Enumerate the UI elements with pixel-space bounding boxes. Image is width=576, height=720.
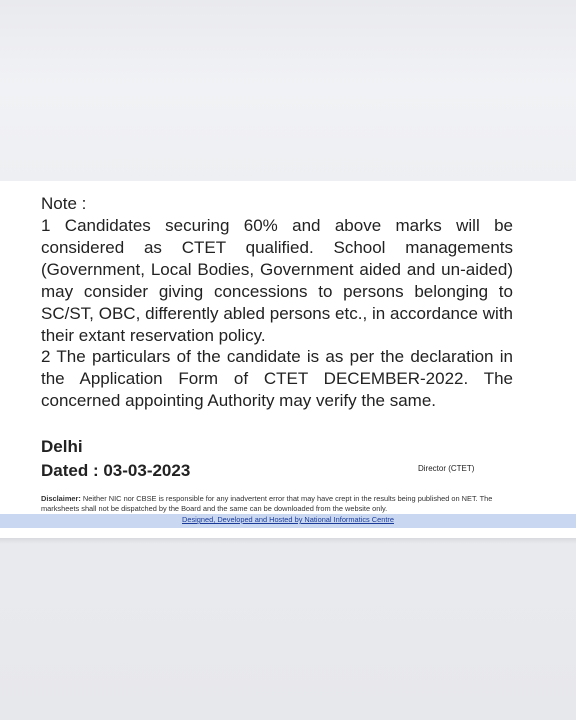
date-label: Dated : 03-03-2023 bbox=[41, 461, 191, 480]
note-paragraph-2: 2 The particulars of the candidate is as per the declaration in the Application Form of CTET DECEMBER-2022. The concerned appointing Authority may verify the same. bbox=[41, 347, 513, 410]
note-paragraph-1: 1 Candidates securing 60% and above marks will be considered as CTET qualified. School managements (Government, Local Bodies, Government aided and un-aided) may consider giving concessions to persons belonging to SC/ST, OBC, differently abled persons etc., in accordance with their extant reservation policy. bbox=[41, 216, 513, 345]
disclaimer-text: Neither NIC nor CBSE is responsible for any inadvertent error that may have crept in the results being published on NET. The marksheets shall not be dispatched by the Board and the same can be downloaded from the website only. bbox=[41, 494, 493, 513]
place-label: Delhi bbox=[41, 437, 83, 456]
disclaimer-label: Disclaimer: bbox=[41, 494, 81, 503]
note-heading: Note : bbox=[41, 194, 87, 213]
signatory-label: Director (CTET) bbox=[418, 464, 475, 473]
sheet-shadow bbox=[0, 538, 576, 544]
nic-credit-link[interactable]: Designed, Developed and Hosted by National Informatics Centre bbox=[182, 515, 394, 524]
disclaimer bbox=[41, 494, 517, 513]
